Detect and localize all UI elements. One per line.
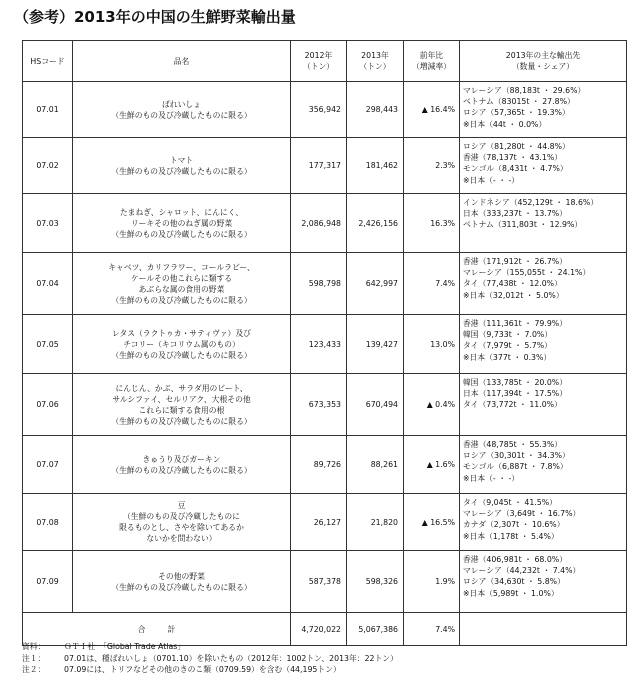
change-cell: 16.3% [404,194,460,253]
item-name-cell [73,494,291,551]
item-name-line: （生鮮のもの及び冷蔵したものに限る） [111,110,252,120]
destination-line: ロシア（81,280t ・ 44.8%） [463,142,570,151]
footnote-text: 07.09には、トリフなどその他のきのこ類（0709.59）を含む（44,195トン） [64,665,341,674]
value-2012-cell: 673,353 [291,374,347,436]
item-name-line: （生鮮のもの及び冷蔵したものに限る） [111,582,252,592]
hs-code-cell: 07.02 [23,138,73,194]
value-2013-cell: 181,462 [347,138,404,194]
change-cell: ▲ 16.4% [404,82,460,138]
table-row [23,82,627,138]
item-name-line: （生鮮のもの及び冷蔵したものに [123,512,240,521]
total-dest-empty [460,613,627,646]
item-name-line: （生鮮のもの及び冷蔵したものに限る） [111,416,252,426]
value-2013-cell: 139,427 [347,315,404,374]
hs-code-cell: 07.09 [23,551,73,613]
destination-line: ロシア（34,630t ・ 5.8%） [463,577,565,587]
destination-line: タイ（7,979t ・ 5.7%） [463,341,552,351]
hs-code-cell: 07.05 [23,315,73,374]
value-2012-cell: 598,798 [291,253,347,315]
change-cell: ▲ 1.6% [404,436,460,494]
value-2012-cell: 587,378 [291,551,347,613]
value-2012-cell: 2,086,948 [291,194,347,253]
table-row [23,253,627,315]
item-name-line: ばれいしょ [162,99,201,109]
total-label: 合計 [23,613,291,646]
destination-line: 香港（406,981t ・ 68.0%） [463,555,568,564]
col-header-dest-line2: （数量・シェア） [511,62,575,71]
footnotes [22,641,398,676]
destination-line: モンゴル（8,431t ・ 4.7%） [463,164,568,174]
item-name-cell [73,253,291,315]
hs-code-cell: 07.07 [23,436,73,494]
destination-line: ベトナム（311,803t ・ 12.9%） [463,220,583,230]
item-name-cell [73,551,291,613]
destination-line: ※日本（32,012t ・ 5.0%） [463,290,564,300]
item-name-line: 豆 [177,501,186,510]
item-name-cell [73,138,291,194]
hs-code-cell: 07.01 [23,82,73,138]
destination-line: ※日本（- ・ -） [463,175,520,185]
value-2012-cell: 177,317 [291,138,347,194]
item-name-line: レタス（ラクトゥカ・サティヴァ）及び [111,328,252,338]
change-cell: 7.4% [404,253,460,315]
destination-line: マレーシア（155,055t ・ 24.1%） [463,268,591,278]
destinations-cell [460,82,627,138]
footnote-key: 注２： [22,665,46,674]
item-name-line: ケールその他これらに類する [130,273,233,283]
item-name-line: きゅうり及びガーキン [142,454,221,464]
item-name-line: トマト [169,155,194,165]
item-name-line: その他の野菜 [158,571,205,581]
footnote-text: 07.01は、種ばれいしょ（0701.10）を除いたもの（2012年：1002トン、2013年：22トン） [64,653,398,663]
item-name-line: リーキその他のねぎ属の野菜 [130,218,233,228]
col-header-2013 [347,41,404,82]
item-name-line: 限るものとし、さやを除いてあるか [119,523,244,532]
footnote-key: 資料： [22,642,46,651]
destinations-cell [460,194,627,253]
table-row [23,551,627,613]
col-header-change-line1: 前年比 [419,51,444,60]
item-name-cell [73,436,291,494]
value-2012-cell: 123,433 [291,315,347,374]
footnote-text: ＧＴＩ社 「Global Trade Atlas」 [64,642,186,651]
destination-line: タイ（73,772t ・ 11.0%） [463,400,562,410]
destination-line: インドネシア（452,129t ・ 18.6%） [463,198,599,207]
item-name-line: キャベツ、カリフラワー、コールラビー、 [108,262,255,272]
item-name-line: （生鮮のもの及び冷蔵したものに限る） [111,229,252,239]
destination-line: ※日本（377t ・ 0.3%） [463,352,552,362]
table-row [23,374,627,436]
destination-line: モンゴル（6,887t ・ 7.8%） [463,462,568,472]
value-2013-cell: 298,443 [347,82,404,138]
header-row [23,41,627,82]
change-cell: ▲ 16.5% [404,494,460,551]
change-cell: 13.0% [404,315,460,374]
item-name-cell [73,194,291,253]
col-header-item: 品名 [73,41,291,82]
footnote-line [22,664,398,676]
destination-line: ※日本（5,989t ・ 1.0%） [463,588,559,598]
table-row [23,494,627,551]
hs-code-cell: 07.04 [23,253,73,315]
destinations-cell [460,315,627,374]
col-header-2012-line2: （トン） [302,62,335,71]
value-2012-cell: 356,942 [291,82,347,138]
destinations-cell [460,436,627,494]
destination-line: ベトナム（83015t ・ 27.8%） [463,97,575,107]
destination-line: ※日本（1,178t ・ 5.4%） [463,531,559,541]
item-name-line: （生鮮のもの及び冷蔵したものに限る） [111,465,252,475]
destination-line: ロシア（30,301t ・ 34.3%） [463,451,570,461]
total-change: 7.4% [404,613,460,646]
footnote-key: 注１： [22,653,46,663]
item-name-line: ないかを問わない） [146,534,217,543]
destination-line: マレーシア（3,649t ・ 16.7%） [463,509,581,519]
footnote-line [22,641,398,653]
hs-code-cell: 07.08 [23,494,73,551]
value-2013-cell: 598,326 [347,551,404,613]
col-header-2012-line1: 2012年 [304,51,333,60]
change-cell: ▲ 0.4% [404,374,460,436]
total-2012: 4,720,022 [291,613,347,646]
item-name-line: チコリー（キコリウム属のもの） [123,339,240,349]
destination-line: 香港（171,912t ・ 26.7%） [463,257,568,266]
item-name-line: （生鮮のもの及び冷蔵したものに限る） [111,350,252,360]
destinations-cell [460,494,627,551]
destinations-cell [460,253,627,315]
destination-line: 韓国（9,733t ・ 7.0%） [463,330,553,340]
destination-line: 韓国（133,785t ・ 20.0%） [463,378,568,387]
value-2012-cell: 26,127 [291,494,347,551]
table-body [23,82,627,613]
col-header-dest [460,41,627,82]
col-header-2012 [291,41,347,82]
value-2013-cell: 88,261 [347,436,404,494]
destination-line: 日本（333,237t ・ 13.7%） [463,209,568,219]
table-row [23,194,627,253]
export-table [22,40,627,646]
item-name-cell [73,82,291,138]
hs-code-cell: 07.06 [23,374,73,436]
destination-line: ※日本（- ・ -） [463,473,520,483]
table-row [23,315,627,374]
col-header-change-line2: （増減率） [412,62,451,71]
hs-code-cell: 07.03 [23,194,73,253]
destination-line: マレーシア（88,183t ・ 29.6%） [463,86,586,95]
destination-line: タイ（9,045t ・ 41.5%） [463,498,557,507]
destination-line: カナダ（2,307t ・ 10.6%） [463,520,565,530]
col-header-dest-line1: 2013年の主な輸出先 [505,51,581,60]
destination-line: ※日本（44t ・ 0.0%） [463,119,547,129]
value-2013-cell: 642,997 [347,253,404,315]
item-name-line: サルシファイ、セルリアク、大根その他 [112,394,251,404]
value-2013-cell: 670,494 [347,374,404,436]
destination-line: ロシア（57,365t ・ 19.3%） [463,108,570,118]
destination-line: タイ（77,438t ・ 12.0%） [463,279,562,289]
change-cell: 1.9% [404,551,460,613]
destination-line: 香港（78,137t ・ 43.1%） [463,153,563,163]
item-name-line: たまねぎ、シャロット、にんにく、 [119,207,244,217]
item-name-line: あぶらな属の食用の野菜 [138,284,225,294]
item-name-cell [73,315,291,374]
destinations-cell [460,551,627,613]
col-header-hs: HSコード [23,41,73,82]
destinations-cell [460,374,627,436]
table-row [23,436,627,494]
col-header-2013-line2: （トン） [359,62,391,71]
item-name-line: （生鮮のもの及び冷蔵したものに限る） [111,166,252,176]
col-header-2013-line1: 2013年 [361,51,389,60]
destination-line: 香港（111,361t ・ 79.9%） [463,319,568,328]
item-name-line: （生鮮のもの及び冷蔵したものに限る） [111,295,252,305]
change-cell: 2.3% [404,138,460,194]
destinations-cell [460,138,627,194]
destination-line: 香港（48,785t ・ 55.3%） [463,440,563,449]
page-title: （参考）2013年の中国の生鮮野菜輸出量 [14,8,296,26]
value-2013-cell: 21,820 [347,494,404,551]
destination-line: 日本（117,394t ・ 17.5%） [463,389,568,399]
item-name-line: にんじん、かぶ、サラダ用のビート、 [115,383,248,393]
item-name-line: これらに類する食用の根 [138,405,225,415]
total-2013: 5,067,386 [347,613,404,646]
table-row [23,138,627,194]
col-header-change [404,41,460,82]
footnote-line [22,653,398,665]
item-name-cell [73,374,291,436]
value-2012-cell: 89,726 [291,436,347,494]
destination-line: マレーシア（44,232t ・ 7.4%） [463,566,581,576]
value-2013-cell: 2,426,156 [347,194,404,253]
